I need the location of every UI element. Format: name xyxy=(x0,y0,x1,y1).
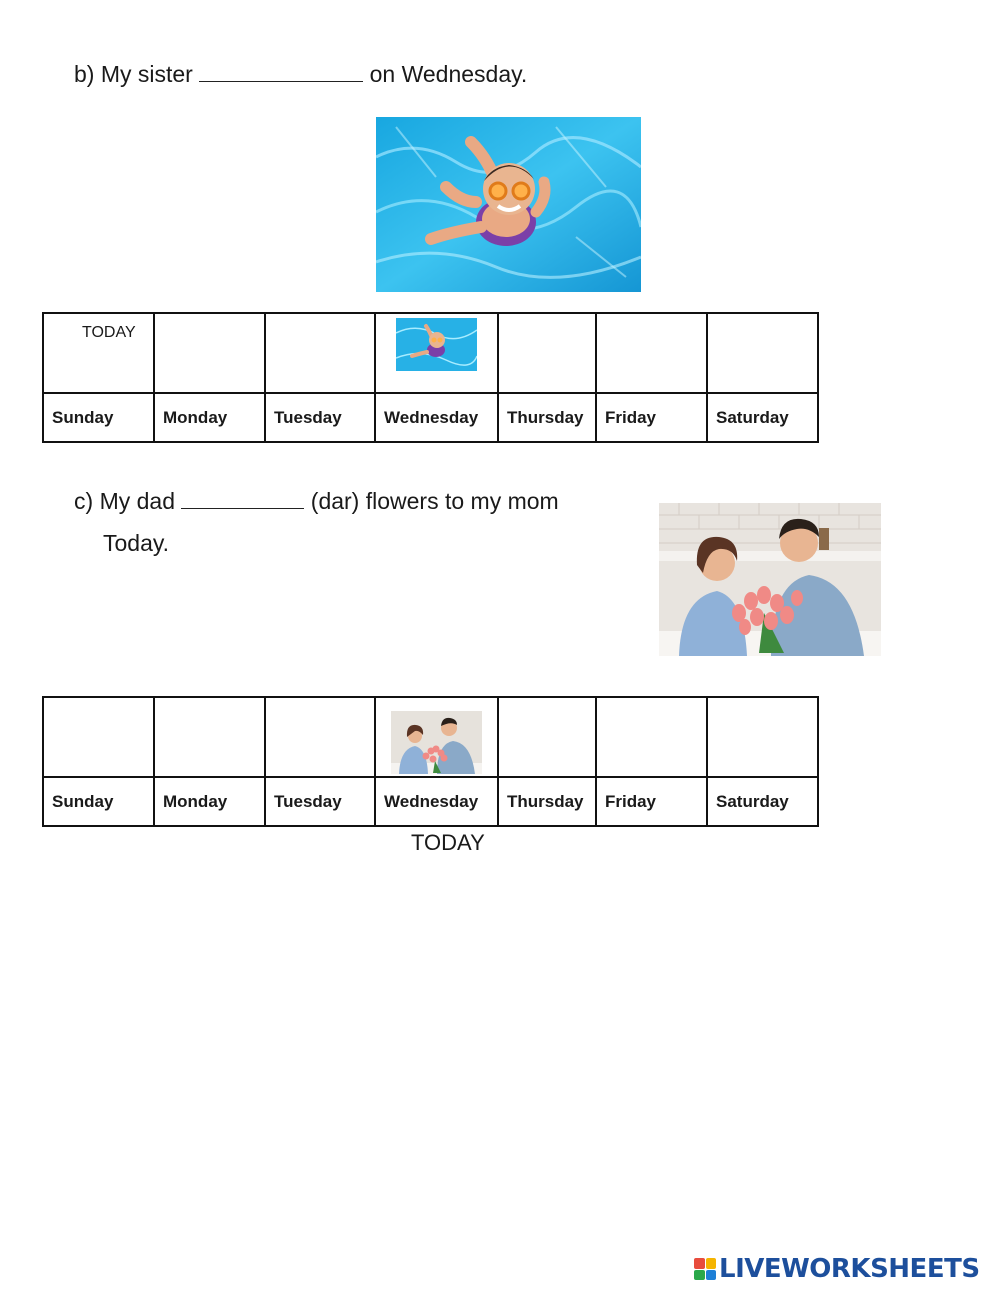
week-b-monday-cell xyxy=(154,313,265,393)
week-b-day-sunday: Sunday xyxy=(43,393,154,442)
week-b-saturday-cell xyxy=(707,313,818,393)
week-b-tuesday-cell xyxy=(265,313,375,393)
exercise-b-blank[interactable] xyxy=(199,61,363,82)
week-b-friday-cell xyxy=(596,313,707,393)
week-b-day-friday: Friday xyxy=(596,393,707,442)
week-c-saturday-cell xyxy=(707,697,818,777)
week-c-monday-cell xyxy=(154,697,265,777)
week-c-day-thursday: Thursday xyxy=(498,777,596,826)
exercise-c-line2: Today. xyxy=(103,530,170,556)
exercise-b-before: My sister xyxy=(100,61,193,87)
exercise-c-after: (dar) flowers to my mom xyxy=(310,488,559,514)
week-b-sunday-cell xyxy=(43,313,154,393)
flowers-couple-image xyxy=(659,503,881,656)
week-c-day-monday: Monday xyxy=(154,777,265,826)
exercise-b-sentence xyxy=(74,60,527,88)
week-c-sunday-cell xyxy=(43,697,154,777)
swimming-thumbnail xyxy=(396,318,477,371)
week-c-tuesday-cell xyxy=(265,697,375,777)
week-c-friday-cell xyxy=(596,697,707,777)
today-label-b: TODAY xyxy=(82,324,136,341)
week-c-day-saturday: Saturday xyxy=(707,777,818,826)
week-c-day-tuesday: Tuesday xyxy=(265,777,375,826)
week-b-day-wednesday: Wednesday xyxy=(375,393,498,442)
exercise-c-blank[interactable] xyxy=(181,488,304,509)
week-b-day-saturday: Saturday xyxy=(707,393,818,442)
liveworksheets-logo-icon xyxy=(694,1258,716,1280)
week-c-thursday-cell xyxy=(498,697,596,777)
week-c-wednesday-cell xyxy=(375,697,498,777)
week-table-c xyxy=(42,696,819,827)
exercise-c-before: My dad xyxy=(99,488,175,514)
exercise-c-label: c) xyxy=(74,488,94,514)
week-table-b xyxy=(42,312,819,443)
week-c-day-friday: Friday xyxy=(596,777,707,826)
week-b-thursday-cell xyxy=(498,313,596,393)
week-b-day-thursday: Thursday xyxy=(498,393,596,442)
flowers-thumbnail xyxy=(391,711,482,774)
liveworksheets-logo xyxy=(694,1254,980,1284)
week-b-day-tuesday: Tuesday xyxy=(265,393,375,442)
week-b-wednesday-cell xyxy=(375,313,498,393)
week-c-day-sunday: Sunday xyxy=(43,777,154,826)
swimming-girl-image xyxy=(376,117,641,292)
week-b-day-monday: Monday xyxy=(154,393,265,442)
liveworksheets-logo-text: LIVEWORKSHEETS xyxy=(719,1254,980,1284)
week-c-day-wednesday: Wednesday xyxy=(375,777,498,826)
exercise-c-sentence xyxy=(74,487,559,515)
today-label-c: TODAY xyxy=(411,830,485,855)
exercise-b-label: b) xyxy=(74,61,95,87)
exercise-b-after: on Wednesday. xyxy=(369,61,528,87)
